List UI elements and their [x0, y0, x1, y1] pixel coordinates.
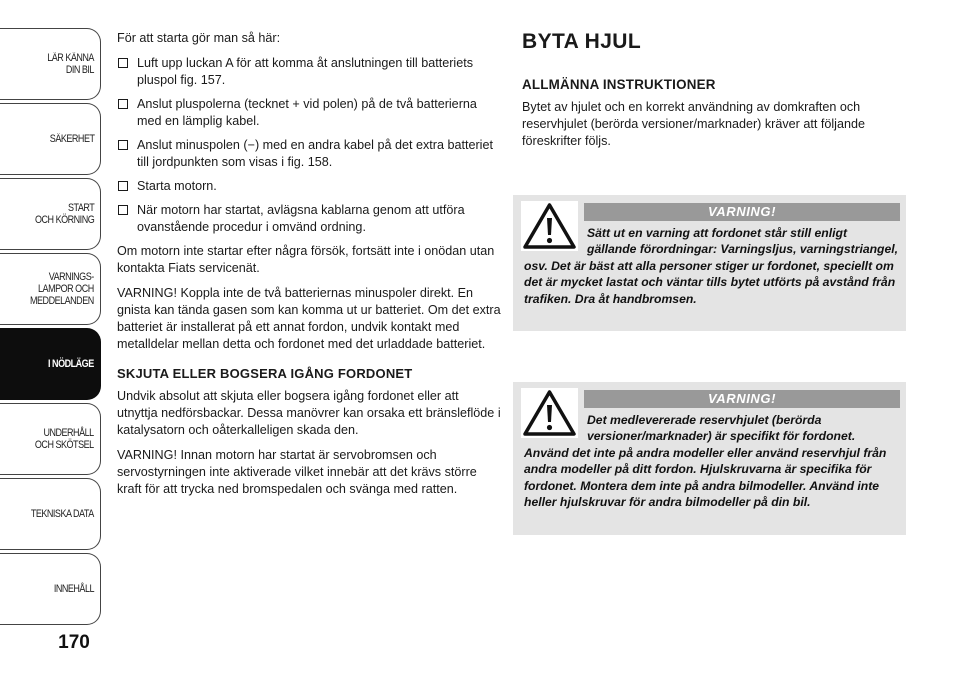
list-item: [117, 137, 501, 171]
page-number: 170: [58, 632, 90, 653]
tab-label: I NÖDLÄGE: [48, 358, 94, 370]
tab-label: INNEHÅLL: [53, 583, 94, 595]
list-item: [117, 96, 501, 130]
checkbox-bullet-icon: [118, 140, 128, 150]
step-list: [117, 55, 501, 236]
step-text: Anslut minuspolen (−) med en andra kabel på det extra batteriet till jordpunkten som visas i fig. 158.: [137, 138, 493, 169]
warning-box: [513, 382, 906, 535]
tab-i-nodlage[interactable]: [0, 328, 101, 400]
tab-label: SÄKERHET: [49, 133, 94, 145]
left-column: [117, 30, 501, 506]
warning-paragraph: VARNING! Koppla inte de två batteriernas minuspoler direkt. En gnista kan tända gasen som kan komma ut ur batteriet. Om det extra batteriet är installerat på ett annat fordon, undvik kontakt med metalldelar mellan detta och fordonet med det urladdade batteriet.: [117, 286, 501, 351]
checkbox-bullet-icon: [118, 181, 128, 191]
tab-start-och-korning[interactable]: [0, 178, 101, 250]
tab-label: START OCH KÖRNING: [34, 202, 94, 226]
paragraph: Om motorn inte startar efter några försök, fortsätt inte i onödan utan kontakta Fiats servicenät.: [117, 244, 495, 275]
tab-tekniska-data[interactable]: [0, 478, 101, 550]
warning-body: Det medlevererade reservhjulet (berörda versioner/marknader) är specifikt för fordonet. Använd det inte på andra modeller eller använd reservhjul från andra modeller på ditt fordon. Hjulskruvarna är specifika för fordonet. Montera dem inte på andra bilmodeller. Använd inte heller hjulskruvar för andra bilmodeller på din bil.: [524, 413, 887, 510]
section-title: BYTA HJUL: [522, 30, 642, 53]
list-item: [117, 178, 501, 195]
checkbox-bullet-icon: [118, 205, 128, 215]
tab-underhall-och-skotsel[interactable]: [0, 403, 101, 475]
warning-body: Sätt ut en varning att fordonet står still enligt gällande förordningar: Varningsljus, varningstriangel, osv. Det är bäst att alla personer stiger ur fordonet, speciellt om det är mycket lastat och väntar tills bytet utförts på avstånd från trafiken. Dra åt handbromsen.: [524, 226, 899, 306]
checkbox-bullet-icon: [118, 58, 128, 68]
tab-lar-kanna-din-bil[interactable]: [0, 28, 101, 100]
warning-box: [513, 195, 906, 331]
step-text: Anslut pluspolerna (tecknet + vid polen) på de två batterierna med en lämplig kabel.: [137, 97, 477, 128]
list-item: [117, 202, 501, 236]
warning-text: [524, 412, 899, 510]
tab-label: VARNINGS- LAMPOR OCH MEDDELANDEN: [30, 271, 94, 307]
warning-header: VARNING!: [584, 203, 900, 221]
intro-text: För att starta gör man så här:: [117, 31, 281, 45]
paragraph: Bytet av hjulet och en korrekt användning av domkraften och reservhjulet (berörda versioner/marknader) kräver att följande föreskrifter följs.: [522, 100, 865, 148]
right-column: [522, 30, 907, 150]
warning-header: VARNING!: [584, 390, 900, 408]
tab-innehall[interactable]: [0, 553, 101, 625]
warning-text: [524, 225, 899, 307]
step-text: När motorn har startat, avlägsna kablarna genom att utföra ovanstående procedur i omvänd ordning.: [137, 203, 465, 234]
tab-varningslampor[interactable]: [0, 253, 101, 325]
tab-label: TEKNISKA DATA: [31, 508, 94, 520]
section-subtitle: ALLMÄNNA INSTRUKTIONER: [522, 77, 716, 92]
warning-paragraph: VARNING! Innan motorn har startat är servobromsen och servostyrningen inte aktiverade vilket innebär att det krävs större kraft för att trycka ned bromspedalen och svänga med ratten.: [117, 448, 477, 496]
step-text: Luft upp luckan A för att komma åt anslutningen till batteriets pluspol fig. 157.: [137, 56, 474, 87]
tab-label: LÄR KÄNNA DIN BIL: [47, 52, 94, 76]
tab-sakerhet[interactable]: [0, 103, 101, 175]
step-text: Starta motorn.: [137, 179, 217, 193]
checkbox-bullet-icon: [118, 99, 128, 109]
tab-label: UNDERHÅLL OCH SKÖTSEL: [35, 427, 94, 451]
section-subheading: SKJUTA ELLER BOGSERA IGÅNG FORDONET: [117, 366, 413, 381]
paragraph: Undvik absolut att skjuta eller bogsera igång fordonet eller att utnyttja nedförsbackar. Dessa manövrer kan orsaka ett bränsleflöde i katalysatorn och oåterkalleligen skada den.: [117, 389, 501, 437]
chapter-tabs: [0, 28, 101, 628]
list-item: [117, 55, 501, 89]
